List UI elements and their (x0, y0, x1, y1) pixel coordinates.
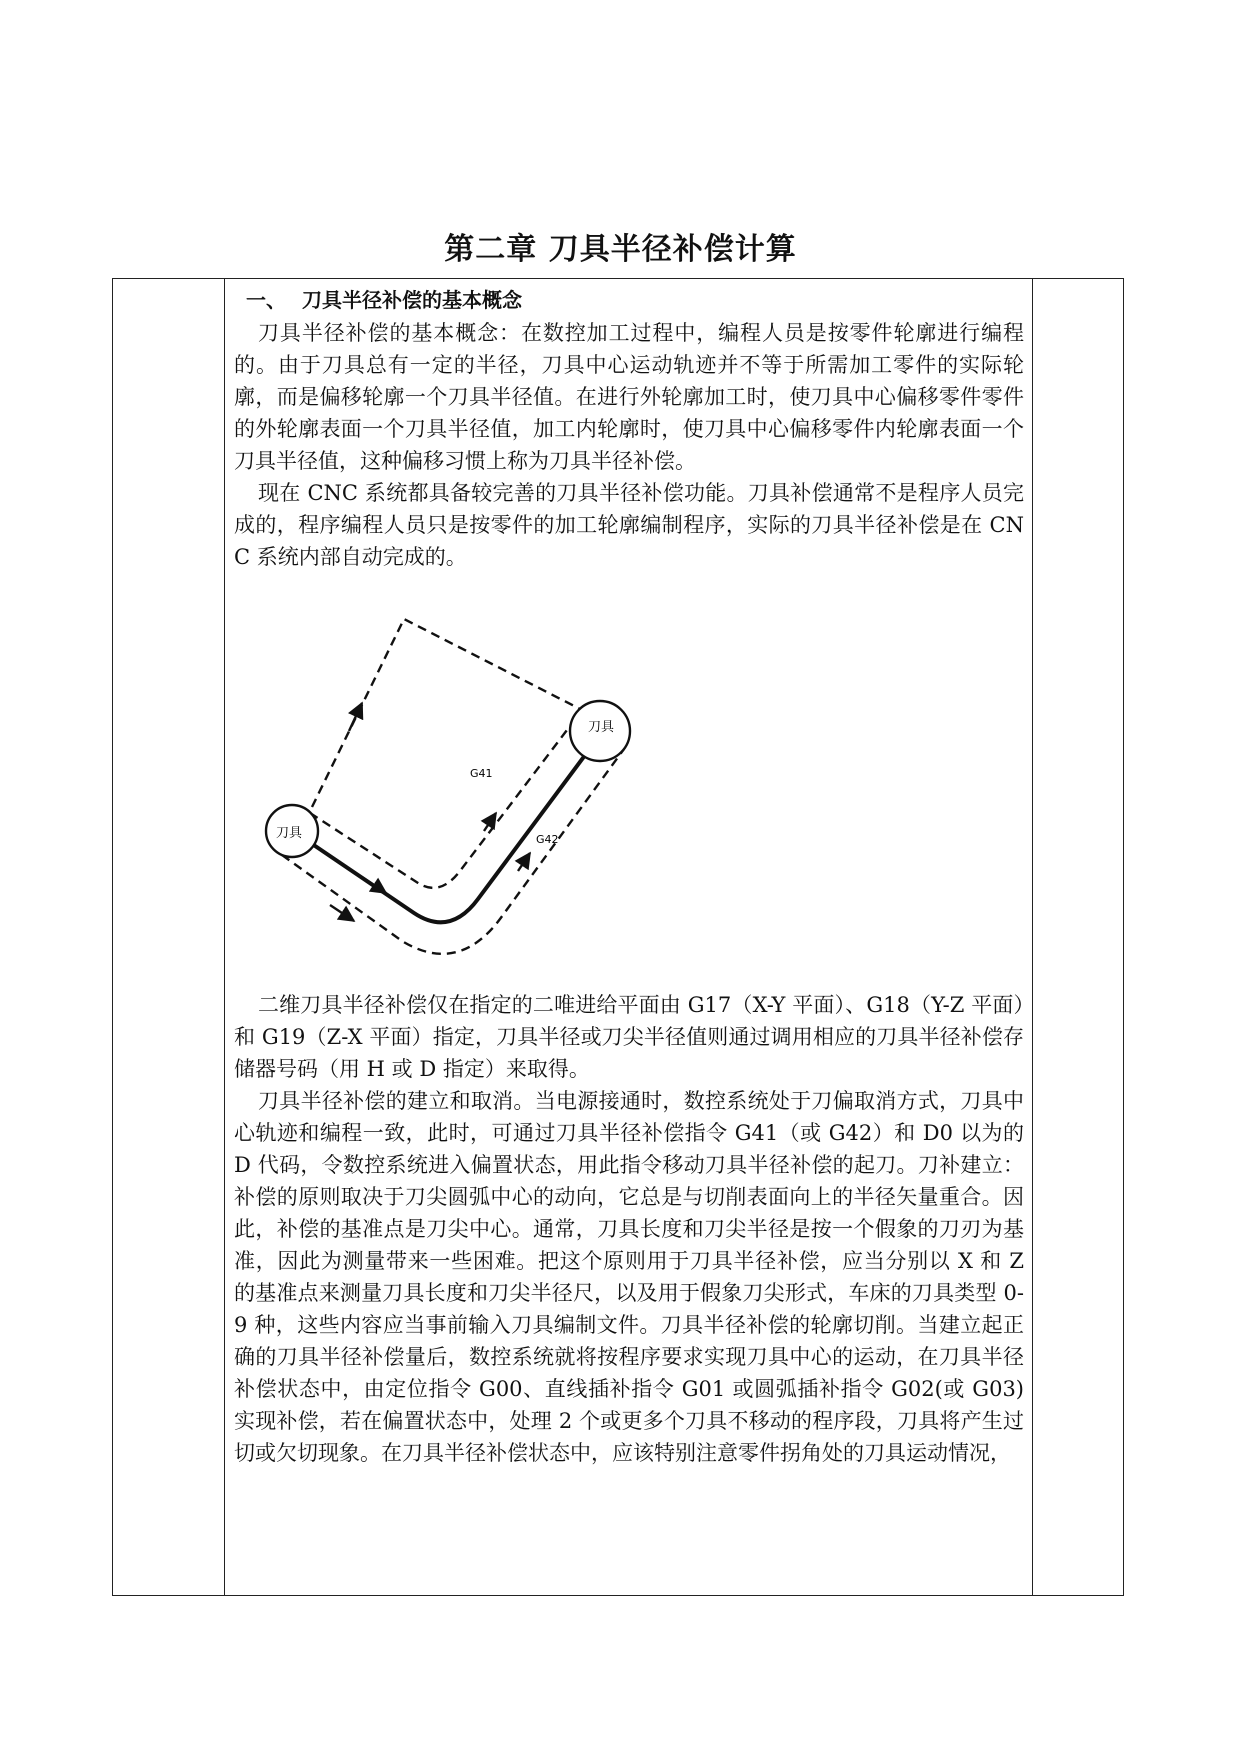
section-heading-text: 刀具半径补偿的基本概念 (302, 288, 522, 312)
paragraph-cnc: 现在 CNC 系统都具备较完善的刀具半径补偿功能。刀具补偿通常不是程序人员完成的，程序编程人员只是按零件的加工轮廓编制程序，实际的刀具半径补偿是在 CNC 系统内部自动完成的。 (234, 481, 1024, 569)
section-heading (246, 285, 1024, 315)
tool-right-label: 刀具 (588, 720, 615, 735)
paragraph-concept: 刀具半径补偿的基本概念：在数控加工过程中，编程人员是按零件轮廓进行编程的。由于刀具总有一定的半径，刀具中心运动轨迹并不等于所需加工零件的实际轮廓，而是偏移轮廓一个刀具半径值。在进行外轮廓加工时，使刀具中心偏移零件零件的外轮廓表面一个刀具半径值，加工内轮廓时，使刀具中心偏移零件内轮廓表面一个刀具半径值，这种偏移习惯上称为刀具半径补偿。 (234, 321, 1024, 473)
arrow-contour-right (362, 877, 386, 893)
arrow-g42-up (518, 853, 530, 871)
arrow-g41-inner-up (484, 813, 496, 831)
paragraph-2d-compensation: 二维刀具半径补偿仅在指定的二唯进给平面由 G17（X-Y 平面）、G18（Y-Z 平面）和 G19（Z-X 平面）指定，刀具半径或刀尖半径值则通过调用相应的刀具半径补偿存储器号码（用 H 或 D 指定）来取得。 (234, 993, 1024, 1081)
contour-path (296, 727, 606, 922)
left-margin-cell (113, 279, 225, 1596)
page-title: 第二章 刀具半径补偿计算 (444, 232, 797, 267)
outer-offset-path (282, 749, 624, 954)
paragraph-setup-cancel: 刀具半径补偿的建立和取消。当电源接通时，数控系统处于刀偏取消方式，刀具中心轨迹和编程一致，此时，可通过刀具半径补偿指令 G41（或 G42）和 D0 以为的 D 代码，令数控系统进入偏置状态，用此指令移动刀具半径补偿的起刀。刀补建立：补偿的原则取决于刀尖圆弧中心的动向，它总是与切削表面向上的半径矢量重合。因此，补偿的基准点是刀尖中心。通常，刀具长度和刀尖半径是按一个假象的刀刃为基准，因此为测量带来一些困难。把这个原则用于刀具半径补偿，应当分别以 X 和 Z 的基准点来测量刀具长度和刀尖半径尺，以及用于假象刀尖形式，车床的刀具类型 0-9 种，这些内容应当事前输入刀具编制文件。刀具半径补偿的轮廓切削。当建立起正确的刀具半径补偿量后，数控系统就将按程序要求实现刀具中心的运动，在刀具半径补偿状态中，由定位指令 G00、直线插补指令 G01 或圆弧插补指令 G02(或 G03)实现补偿，若在偏置状态中，处理 2 个或更多个刀具不移动的程序段，刀具将产生过切或欠切现象。在刀具半径补偿状态中，应该特别注意零件拐角处的刀具运动情况， (234, 1089, 1024, 1465)
g42-offset-path (310, 705, 586, 888)
g41-offset-path (312, 619, 584, 807)
compensation-diagram (234, 581, 1024, 983)
main-content-cell (225, 279, 1033, 1596)
compensation-diagram-svg (234, 581, 1024, 983)
g41-label: G41 (470, 767, 493, 780)
right-margin-cell (1033, 279, 1124, 1596)
arrow-g41-up (349, 703, 362, 731)
arrow-outer-right (330, 905, 354, 921)
g42-label: G42 (536, 833, 559, 846)
tool-left-label: 刀具 (276, 826, 303, 841)
content-table (112, 278, 1124, 1596)
section-number: 一、 (246, 288, 286, 312)
